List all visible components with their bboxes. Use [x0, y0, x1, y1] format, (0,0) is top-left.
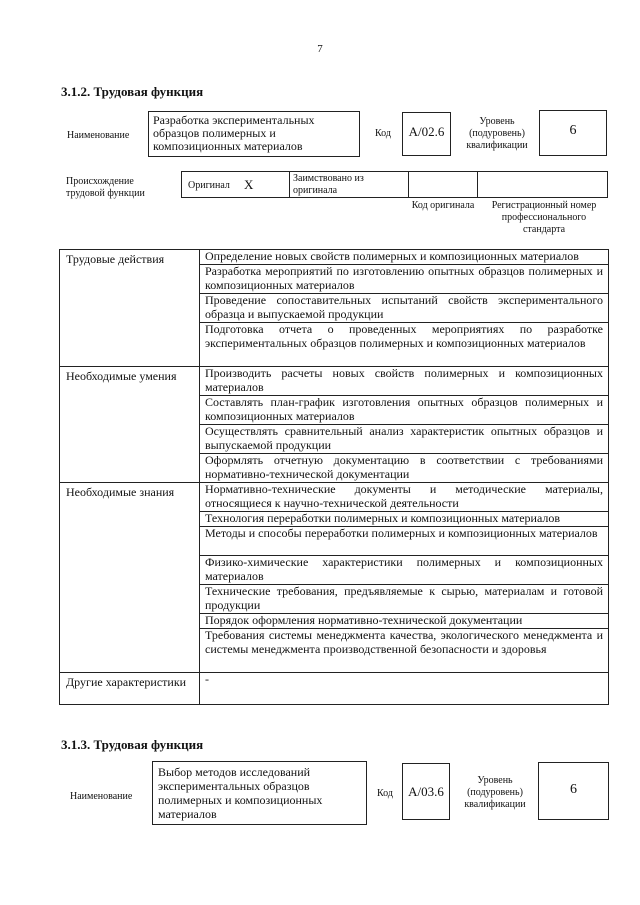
skill-item: Оформлять отчетную документацию в соответствии с требованиями нормативно-технической документации — [200, 454, 609, 483]
code-label: Код — [375, 128, 391, 139]
table-row — [60, 483, 609, 512]
code-original-label: Код оригинала — [411, 200, 475, 211]
name-value-2: Выбор методов исследований экспериментальных образцов полимерных и композиционных материалов — [158, 765, 323, 821]
knowledge-label: Необходимые знания — [60, 483, 200, 673]
code-value-box — [402, 112, 451, 156]
name-value: Разработка экспериментальных образцов полимерных и композиционных материалов — [153, 113, 315, 153]
knowledge-item: Технические требования, предъявляемые к сырью, материалам и готовой продукции — [200, 585, 609, 614]
level-value-2: 6 — [570, 782, 577, 797]
borrowed-label: Заимствовано из оригинала — [293, 173, 364, 196]
labor-action-item: Определение новых свойств полимерных и композиционных материалов — [200, 250, 609, 265]
knowledge-item: Методы и способы переработки полимерных и композиционных материалов — [200, 527, 609, 556]
section-title-2: 3.1.3. Трудовая функция — [61, 737, 204, 752]
skill-item: Составлять план-график изготовления опытных образцов полимерных и композиционных материалов — [200, 396, 609, 425]
name-label-2: Наименование — [70, 791, 133, 802]
level-value-box — [539, 110, 607, 156]
other-value: - — [200, 673, 609, 705]
name-value-box-2 — [152, 761, 367, 825]
page-number: 7 — [317, 43, 323, 55]
origin-label: Происхождение трудовой функции — [66, 176, 145, 199]
knowledge-item: Требования системы менеджмента качества, экологического менеджмента и системы менеджмента производственной безопасности и здоровья — [200, 629, 609, 673]
reg-number-label: Регистрационный номер профессионального стандарта — [491, 200, 597, 235]
level-value-box-2 — [538, 762, 609, 820]
code-value-2: А/03.6 — [408, 784, 444, 799]
level-label: Уровень (подуровень) квалификации — [466, 116, 528, 151]
level-value: 6 — [569, 123, 577, 138]
origin-divider-1 — [289, 171, 290, 198]
other-label: Другие характеристики — [60, 673, 200, 705]
labor-action-item: Подготовка отчета о проведенных мероприятиях по разработке экспериментальных образцов полимерных и композиционных материалов — [200, 323, 609, 367]
knowledge-item: Порядок оформления нормативно-технической документации — [200, 614, 609, 629]
knowledge-item: Нормативно-технические документы и методические материалы, относящиеся к научно-технической деятельности — [200, 483, 609, 512]
labor-action-item: Разработка мероприятий по изготовлению опытных образцов полимерных и композиционных материалов — [200, 265, 609, 294]
original-label: Оригинал — [188, 180, 230, 191]
table-row — [60, 367, 609, 396]
code-value: А/02.6 — [408, 124, 445, 139]
section-title: 3.1.2. Трудовая функция — [61, 84, 204, 99]
skill-item: Производить расчеты новых свойств полимерных и композиционных материалов — [200, 367, 609, 396]
name-label: Наименование — [67, 130, 130, 141]
code-value-box-2 — [402, 763, 450, 820]
original-mark: X — [244, 177, 254, 192]
origin-divider-2 — [408, 171, 409, 198]
skill-item: Осуществлять сравнительный анализ характеристик опытных образцов и выпускаемой продукции — [200, 425, 609, 454]
table-row — [60, 673, 609, 705]
origin-divider-3 — [477, 171, 478, 198]
name-value-box — [148, 111, 360, 157]
labor-action-item: Проведение сопоставительных испытаний свойств экспериментального образца и выпускаемой продукции — [200, 294, 609, 323]
labor-actions-label: Трудовые действия — [60, 250, 200, 367]
labor-function-table — [59, 249, 609, 705]
table-row — [60, 250, 609, 265]
level-label-2: Уровень (подуровень) квалификации — [464, 775, 526, 810]
skills-label: Необходимые умения — [60, 367, 200, 483]
knowledge-item: Технология переработки полимерных и композиционных материалов — [200, 512, 609, 527]
code-label-2: Код — [377, 788, 393, 799]
knowledge-item: Физико-химические характеристики полимерных и композиционных материалов — [200, 556, 609, 585]
